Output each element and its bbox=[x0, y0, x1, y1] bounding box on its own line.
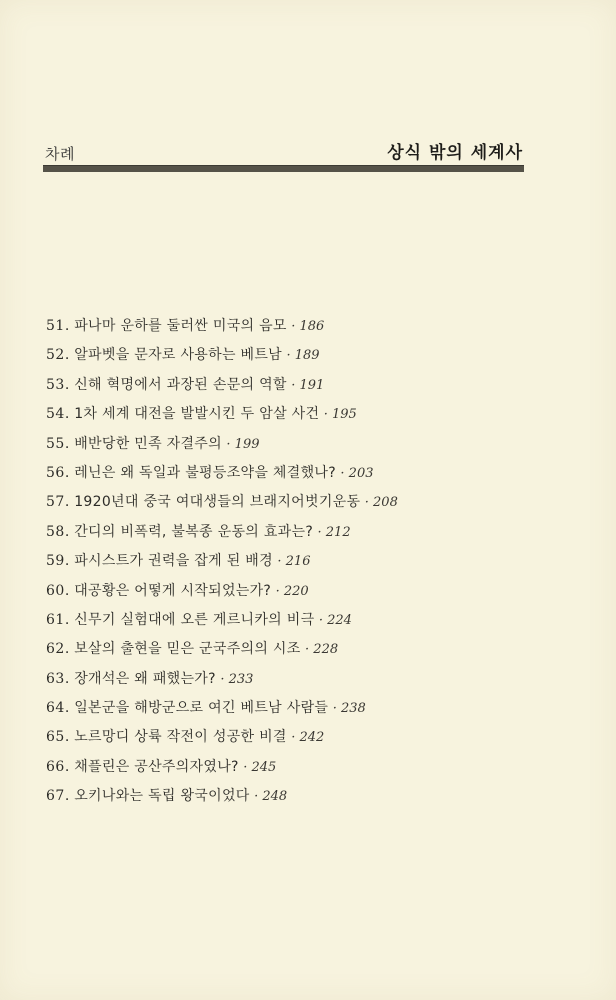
toc-entry bbox=[46, 699, 398, 728]
toc-entry bbox=[46, 464, 398, 493]
toc-entry-number: 61. bbox=[46, 611, 70, 628]
toc-entry bbox=[46, 405, 398, 434]
toc-entry-number: 57. bbox=[46, 494, 70, 511]
toc-entry-title: 레닌은 왜 독일과 불평등조약을 체결했나? bbox=[74, 464, 336, 481]
toc-entry bbox=[46, 346, 398, 375]
toc-entry bbox=[46, 640, 398, 669]
toc-entry bbox=[46, 523, 398, 552]
toc-entry-page: · 220 bbox=[275, 583, 309, 599]
toc-entry-number: 66. bbox=[46, 758, 70, 775]
toc-entry-title: 파시스트가 권력을 잡게 된 배경 bbox=[74, 553, 273, 570]
toc-entry-number: 59. bbox=[46, 553, 70, 570]
toc-entry-number: 51. bbox=[46, 318, 70, 334]
toc-entry-title: 일본군을 해방군으로 여긴 베트남 사람들 bbox=[74, 700, 329, 717]
toc-entry-title: 파나마 운하를 둘러싼 미국의 음모 bbox=[74, 318, 287, 334]
toc-entry-page: · 238 bbox=[332, 701, 366, 717]
toc-entry bbox=[46, 376, 398, 405]
toc-entry bbox=[46, 728, 398, 757]
toc-entry-number: 64. bbox=[46, 700, 70, 717]
toc-entry-page: · 212 bbox=[317, 524, 351, 540]
toc-entry-title: 1차 세계 대전을 발발시킨 두 암살 사건 bbox=[74, 406, 320, 423]
toc-entry bbox=[46, 582, 398, 611]
toc-entry-page: · 233 bbox=[220, 671, 254, 687]
toc-entry-number: 63. bbox=[46, 670, 70, 687]
toc-entry-number: 62. bbox=[46, 641, 70, 658]
toc-entry-page: · 245 bbox=[243, 759, 277, 775]
toc-entry-number: 53. bbox=[46, 376, 70, 393]
section-label: 차례 bbox=[45, 145, 75, 163]
toc-entry-title: 알파벳을 문자로 사용하는 베트남 bbox=[74, 347, 283, 364]
toc-entry-title: 장개석은 왜 패했는가? bbox=[74, 670, 216, 687]
toc-entry-title: 신해 혁명에서 과장된 손문의 역할 bbox=[74, 376, 287, 393]
toc-entry-number: 67. bbox=[46, 788, 70, 805]
toc-entry-title: 대공황은 어떻게 시작되었는가? bbox=[74, 582, 272, 599]
toc-entry-page: · 216 bbox=[277, 554, 311, 570]
table-of-contents bbox=[46, 317, 398, 817]
toc-entry-title: 신무기 실험대에 오른 게르니카의 비극 bbox=[74, 611, 315, 628]
toc-entry bbox=[46, 493, 398, 522]
toc-entry-page: · 242 bbox=[291, 730, 325, 746]
toc-entry bbox=[46, 611, 398, 640]
toc-entry bbox=[46, 435, 398, 464]
toc-entry bbox=[46, 317, 398, 346]
toc-entry-number: 52. bbox=[46, 347, 70, 364]
toc-entry-title: 노르망디 상륙 작전이 성공한 비결 bbox=[74, 729, 287, 746]
toc-entry bbox=[46, 758, 398, 787]
toc-entry-number: 55. bbox=[46, 435, 70, 452]
toc-entry-page: · 248 bbox=[254, 789, 288, 805]
toc-entry bbox=[46, 787, 398, 816]
toc-entry-number: 54. bbox=[46, 406, 70, 423]
toc-entry-title: 1920년대 중국 여대생들의 브래지어벗기운동 bbox=[74, 494, 361, 511]
toc-entry-page: · 224 bbox=[318, 612, 352, 628]
toc-entry-page: · 228 bbox=[305, 642, 339, 658]
toc-entry-page: · 189 bbox=[286, 348, 320, 364]
header-divider bbox=[43, 165, 524, 172]
toc-entry-page: · 208 bbox=[364, 495, 398, 511]
toc-entry-title: 채플린은 공산주의자였나? bbox=[74, 758, 239, 775]
toc-entry-title: 간디의 비폭력, 불복종 운동의 효과는? bbox=[74, 523, 314, 540]
toc-entry-title: 배반당한 민족 자결주의 bbox=[74, 435, 222, 452]
toc-entry-title: 오키나와는 독립 왕국이었다 bbox=[74, 788, 250, 805]
toc-entry bbox=[46, 552, 398, 581]
toc-entry-title: 보살의 출현을 믿은 군국주의의 시조 bbox=[74, 641, 301, 658]
toc-entry-page: · 199 bbox=[226, 436, 260, 452]
toc-entry-number: 60. bbox=[46, 582, 70, 599]
toc-entry bbox=[46, 670, 398, 699]
toc-entry-page: · 203 bbox=[340, 465, 374, 481]
toc-entry-number: 65. bbox=[46, 729, 70, 746]
book-title: 상식 밖의 세계사 bbox=[387, 143, 523, 163]
toc-entry-page: · 195 bbox=[323, 407, 357, 423]
toc-entry-page: · 191 bbox=[291, 377, 325, 393]
toc-entry-number: 56. bbox=[46, 464, 70, 481]
toc-entry-page: · 186 bbox=[291, 319, 325, 334]
toc-entry-number: 58. bbox=[46, 523, 70, 540]
